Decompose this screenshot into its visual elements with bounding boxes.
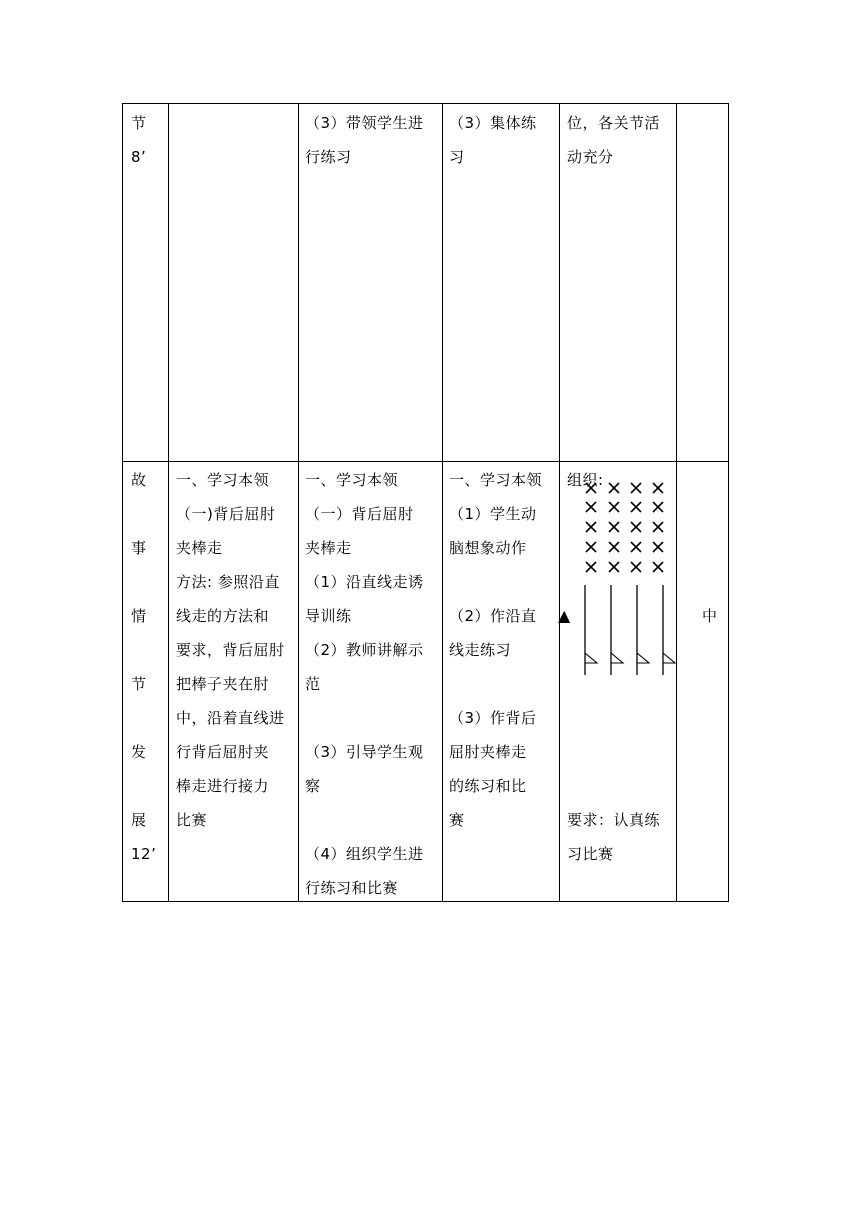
student-cross-icon [609, 483, 619, 493]
cell-text: 动充分 [567, 148, 614, 166]
lane-line-with-flag [585, 585, 597, 675]
cell-text: 把棒子夹在肘 [176, 675, 270, 693]
cell-text: 中 [702, 607, 718, 625]
cell-text: 要求，背后屈肘 [176, 641, 285, 659]
student-cross-icon [653, 502, 663, 512]
student-cross-icon [609, 562, 619, 572]
cell-text: 行练习和比赛 [305, 879, 399, 897]
cell-text: （1）学生动 [449, 505, 537, 523]
cell-text: 8’ [131, 148, 147, 166]
flag-icon [585, 653, 597, 663]
cell-text: 习 [449, 148, 465, 166]
cell-text: 比赛 [176, 811, 208, 829]
cell-text: 要求：认真练 [567, 811, 661, 829]
cell-text: （3）集体练 [449, 114, 537, 132]
cell-text: 故 [131, 471, 147, 489]
lane-line-with-flag [663, 585, 675, 675]
cell-text: 展 [131, 811, 147, 829]
cell-text: 棒走进行接力 [176, 777, 270, 795]
cell-text: （3）引导学生观 [305, 743, 424, 761]
cell-text: （2）作沿直 [449, 607, 537, 625]
cell-text: 脑想象动作 [449, 539, 527, 557]
cell-text: 习比赛 [567, 845, 614, 863]
cell-text: 线走的方法和 [176, 607, 270, 625]
flag-icon [663, 653, 675, 663]
cell-text: 行练习 [305, 148, 352, 166]
student-cross-icon [631, 522, 641, 532]
student-cross-icon [631, 562, 641, 572]
student-cross-icon [653, 483, 663, 493]
cell-text: （2）教师讲解示 [305, 641, 424, 659]
student-cross-icon [609, 522, 619, 532]
cell-text: 事 [131, 539, 147, 557]
student-cross-icon [586, 483, 596, 493]
student-cross-icon [586, 502, 596, 512]
cell-text: 位，各关节活 [567, 114, 661, 132]
cell-text: 夹棒走 [305, 539, 352, 557]
cell-text: 夹棒走 [176, 539, 223, 557]
cell-text: 的练习和比 [449, 777, 527, 795]
student-marks [586, 483, 663, 572]
cell-text: （一)背后屈肘 [176, 505, 276, 523]
cell-text: 行背后屈肘夹 [176, 743, 270, 761]
student-cross-icon [586, 542, 596, 552]
cell-text: 方法: 参照沿直 [176, 573, 280, 591]
student-cross-icon [653, 542, 663, 552]
cell-text: （3）作背后 [449, 709, 537, 727]
student-cross-icon [586, 562, 596, 572]
cell-text: （一）背后屈肘 [305, 505, 414, 523]
cell-text: （1）沿直线走诱 [305, 573, 424, 591]
cell-text: 发 [131, 743, 147, 761]
student-cross-icon [653, 562, 663, 572]
student-cross-icon [631, 502, 641, 512]
lane-lines [585, 585, 675, 675]
cell-text: 一、学习本领 [176, 471, 270, 489]
cell-text: 导训练 [305, 607, 352, 625]
student-cross-icon [586, 522, 596, 532]
student-cross-icon [631, 542, 641, 552]
cell-text: 一、学习本领 [305, 471, 399, 489]
cell-text: 中，沿着直线进 [176, 709, 285, 727]
cell-text: （3）带领学生进 [305, 114, 424, 132]
flag-icon [611, 653, 623, 663]
lane-line-with-flag [611, 585, 623, 675]
cell-text: 屈肘夹棒走 [449, 743, 527, 761]
flag-icon [637, 653, 649, 663]
teacher-triangle-icon: ▲ [558, 606, 571, 625]
organization-label: 组织: [567, 471, 604, 489]
student-cross-icon [609, 502, 619, 512]
student-cross-icon [609, 542, 619, 552]
cell-text: 12’ [131, 845, 157, 863]
student-cross-icon [631, 483, 641, 493]
cell-text: 范 [305, 675, 321, 693]
cell-text: 线走练习 [449, 641, 512, 659]
cell-text: 赛 [449, 811, 465, 829]
cell-text: 节 [131, 114, 147, 132]
cell-text: 节 [131, 675, 147, 693]
cell-text: 一、学习本领 [449, 471, 543, 489]
lane-line-with-flag [637, 585, 649, 675]
cell-text: （4）组织学生进 [305, 845, 424, 863]
student-cross-icon [653, 522, 663, 532]
cell-text: 察 [305, 777, 321, 795]
cell-text: 情 [131, 607, 147, 625]
